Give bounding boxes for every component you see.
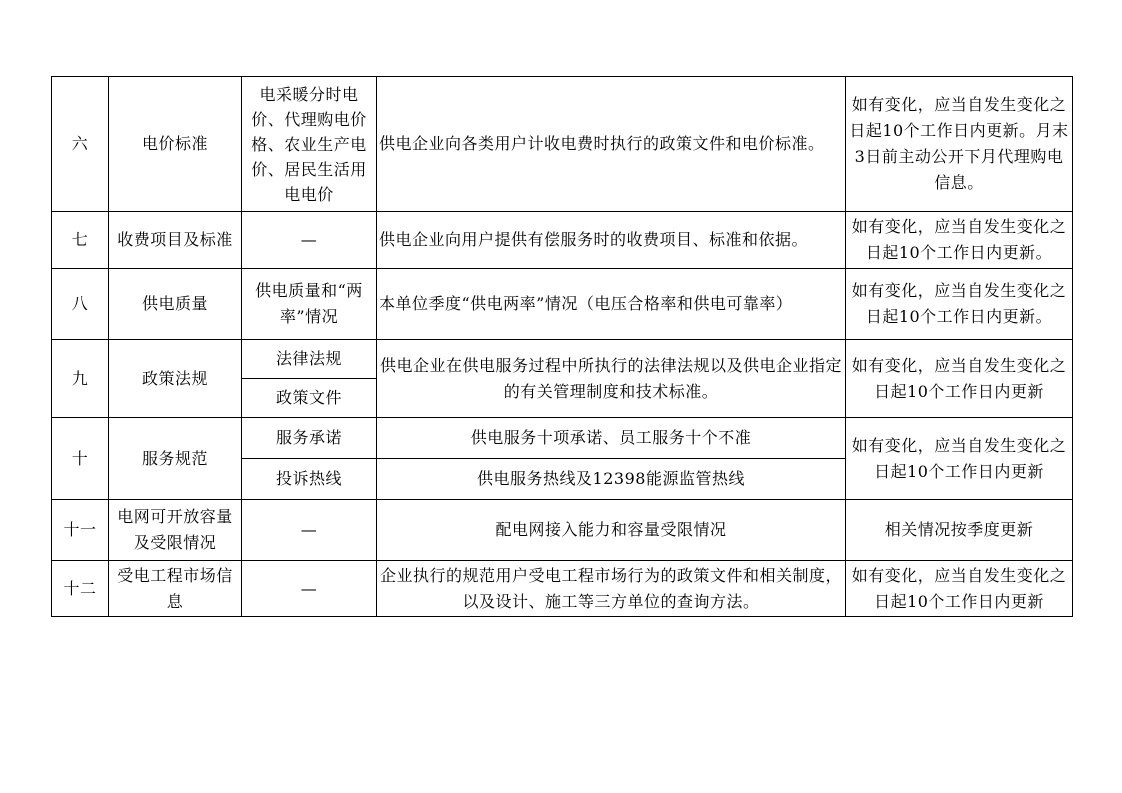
sub-item: 电采暖分时电价、代理购电价格、农业生产电价、居民生活用电电价 [242,77,377,212]
content-cell: 配电网接入能力和容量受限情况 [377,500,846,561]
content-cell: 供电服务热线及12398能源监管热线 [377,459,846,500]
item-name: 受电工程市场信息 [109,561,242,617]
content-cell: 供电企业向各类用户计收电费时执行的政策文件和电价标准。 [377,77,846,212]
update-rule: 如有变化，应当自发生变化之日起10个工作日内更新 [846,561,1073,617]
table-row [52,418,1073,459]
row-number: 十 [52,418,109,500]
disclosure-table [51,76,1073,617]
content-cell: 企业执行的规范用户受电工程市场行为的政策文件和相关制度，以及设计、施工等三方单位的查询方法。 [377,561,846,617]
sub-item: 服务承诺 [242,418,377,459]
sub-item: — [242,500,377,561]
row-number: 七 [52,212,109,269]
row-number: 八 [52,269,109,340]
table-row [52,500,1073,561]
content-cell: 本单位季度“供电两率”情况（电压合格率和供电可靠率） [377,269,846,340]
update-rule: 如有变化，应当自发生变化之日起10个工作日内更新 [846,340,1073,418]
item-name: 供电质量 [109,269,242,340]
sub-item: 投诉热线 [242,459,377,500]
table-row [52,340,1073,379]
sub-item: 政策文件 [242,379,377,418]
row-number: 九 [52,340,109,418]
table-row [52,269,1073,340]
sub-item: 供电质量和“两率”情况 [242,269,377,340]
item-name: 服务规范 [109,418,242,500]
item-name: 政策法规 [109,340,242,418]
update-rule: 如有变化，应当自发生变化之日起10个工作日内更新。 [846,212,1073,269]
table-row [52,212,1073,269]
item-name: 电网可开放容量及受限情况 [109,500,242,561]
update-rule: 如有变化，应当自发生变化之日起10个工作日内更新。月末3日前主动公开下月代理购电信息。 [846,77,1073,212]
item-name: 电价标准 [109,77,242,212]
row-number: 十二 [52,561,109,617]
sub-item: — [242,212,377,269]
content-cell: 供电服务十项承诺、员工服务十个不准 [377,418,846,459]
table-row [52,561,1073,617]
update-rule: 相关情况按季度更新 [846,500,1073,561]
content-cell: 供电企业在供电服务过程中所执行的法律法规以及供电企业指定的有关管理制度和技术标准。 [377,340,846,418]
sub-item: — [242,561,377,617]
row-number: 十一 [52,500,109,561]
table-row [52,77,1073,212]
item-name: 收费项目及标准 [109,212,242,269]
content-cell: 供电企业向用户提供有偿服务时的收费项目、标准和依据。 [377,212,846,269]
update-rule: 如有变化，应当自发生变化之日起10个工作日内更新 [846,418,1073,500]
sub-item: 法律法规 [242,340,377,379]
row-number: 六 [52,77,109,212]
update-rule: 如有变化，应当自发生变化之日起10个工作日内更新。 [846,269,1073,340]
